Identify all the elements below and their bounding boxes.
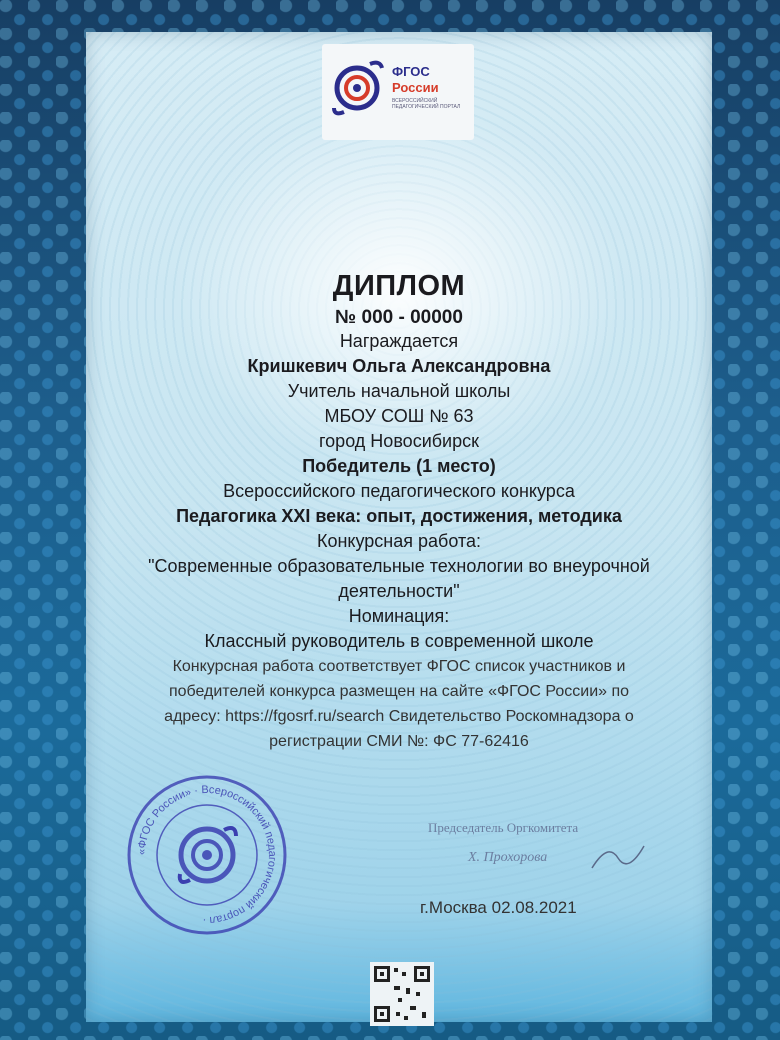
fgos-logo [322,44,474,140]
official-stamp [124,772,290,938]
logo-line2: России [392,80,439,95]
diploma-title: ДИПЛОМ [332,270,466,302]
stamp-ring-text: «ФГОС России» · Всероссийский педагогический портал · [135,783,279,927]
city-date: г.Москва 02.08.2021 [420,898,577,917]
awarded-label: Награждается [339,331,459,351]
diploma-paper [86,32,712,1022]
award-place: Победитель (1 место) [302,456,496,476]
logo-subtitle: ВСЕРОССИЙСКИЙ ПЕДАГОГИЧЕСКИЙ ПОРТАЛ [392,98,461,110]
signature-name: Х. Прохорова [468,850,548,865]
fgos-emblem-icon [330,58,388,120]
work-title: "Современные образовательные технологии во внеурочной деятельности" [148,556,650,601]
logo-line1: ФГОС [392,64,430,79]
diploma-note: Конкурсная работа соответствует ФГОС список участников и победителей конкурса размещен на сайте «ФГОС России» по адресу: https://fgosrf.ru/search Свидетельство Роскомнадзора о регистрации СМИ №: ФС 77-62416 [164,658,634,750]
work-label: Конкурсная работа: [316,531,482,551]
recipient-city: город Новосибирск [319,431,479,451]
recipient-name: Кришкевич Ольга Александровна [247,356,551,376]
stamp-emblem-icon [180,828,236,882]
contest-type: Всероссийского педагогического конкурса [223,481,575,501]
diploma-number: № 000 - 00000 [335,307,463,328]
diploma-content [86,270,712,754]
nomination-value: Классный руководитель в современной школе [204,631,594,651]
recipient-position: Учитель начальной школы [287,381,511,401]
nomination-label: Номинация: [348,606,450,626]
qr-code[interactable] [370,962,434,1026]
signature-title: Председатель Оргкомитета [428,820,579,835]
recipient-school: МБОУ СОШ № 63 [324,406,474,426]
signature-scribble [588,838,648,878]
contest-name: Педагогика XXI века: опыт, достижения, методика [176,506,622,526]
signature-block [428,820,668,866]
